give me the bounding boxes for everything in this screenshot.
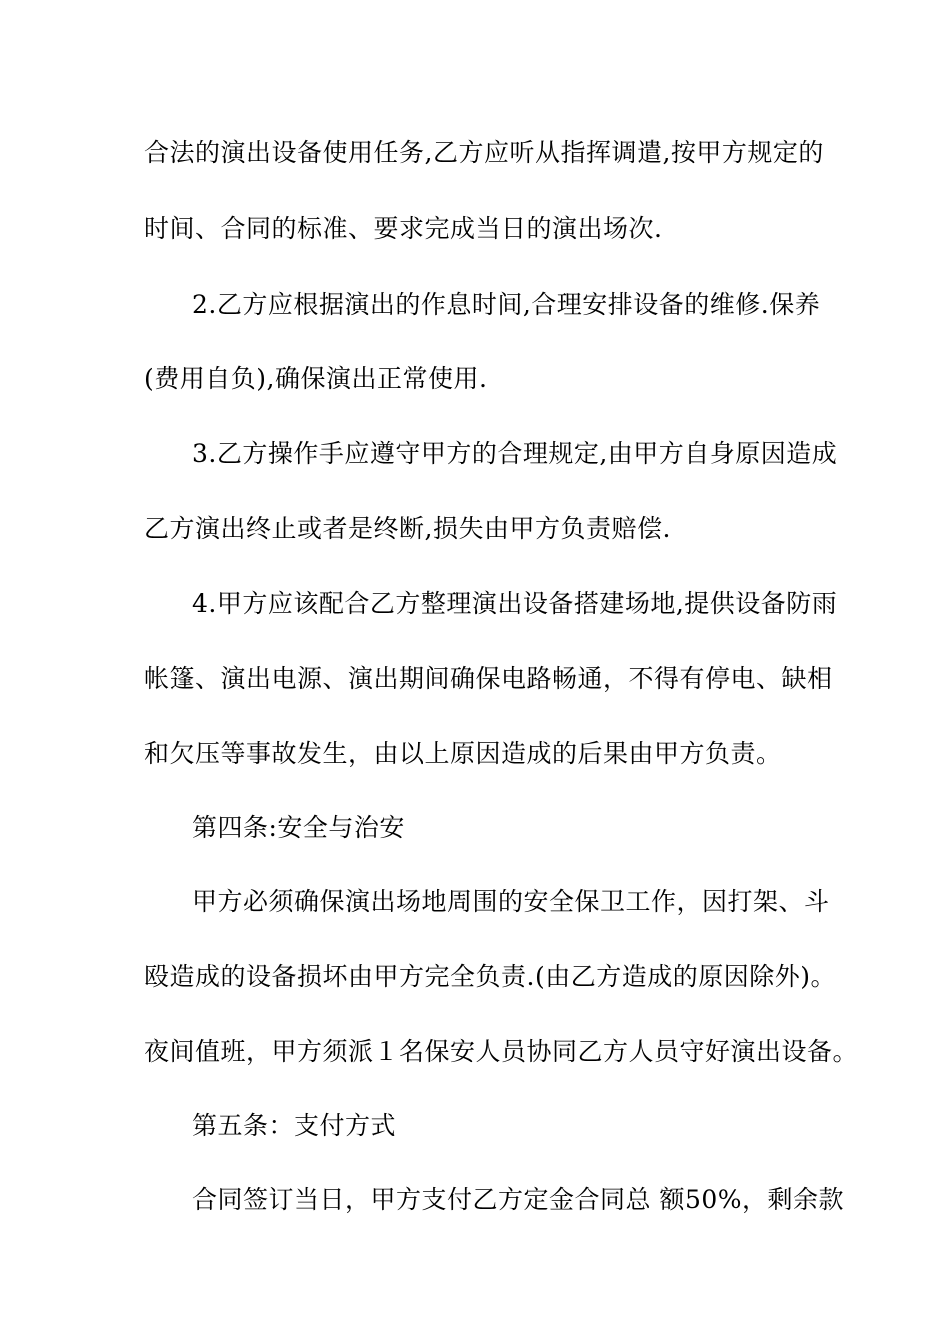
section-heading: 第五条：支付方式 [192, 1111, 397, 1140]
paragraph-line: 帐篷、演出电源、演出期间确保电路畅通，不得有停电、缺相 [144, 664, 833, 693]
paragraph-line: 4.甲方应该配合乙方整理演出设备搭建场地,提供设备防雨 [192, 589, 838, 618]
paragraph-line: (费用自负),确保演出正常使用. [144, 364, 488, 393]
paragraph-line: 2.乙方应根据演出的作息时间,合理安排设备的维修.保养 [192, 290, 821, 319]
paragraph-line: 夜间值班，甲方须派１名保安人员协同乙方人员守好演出设备。 [144, 1037, 859, 1066]
paragraph-line: 殴造成的设备损坏由甲方完全负责.(由乙方造成的原因除外)。 [144, 962, 836, 991]
paragraph-line: 甲方必须确保演出场地周围的安全保卫工作，因打架、斗 [192, 887, 830, 916]
paragraph-line: 合法的演出设备使用任务,乙方应听从指挥调遣,按甲方规定的 [144, 138, 824, 167]
section-heading: 第四条:安全与治安 [192, 813, 405, 842]
paragraph-line: 乙方演出终止或者是终断,损失由甲方负责赔偿. [144, 514, 671, 543]
paragraph-line: 和欠压等事故发生，由以上原因造成的后果由甲方负责。 [144, 739, 782, 768]
paragraph-line: 合同签订当日，甲方支付乙方定金合同总 额50%，剩余款 [192, 1185, 845, 1214]
paragraph-line: 时间、合同的标准、要求完成当日的演出场次. [144, 214, 663, 243]
paragraph-line: 3.乙方操作手应遵守甲方的合理规定,由甲方自身原因造成 [192, 439, 838, 468]
